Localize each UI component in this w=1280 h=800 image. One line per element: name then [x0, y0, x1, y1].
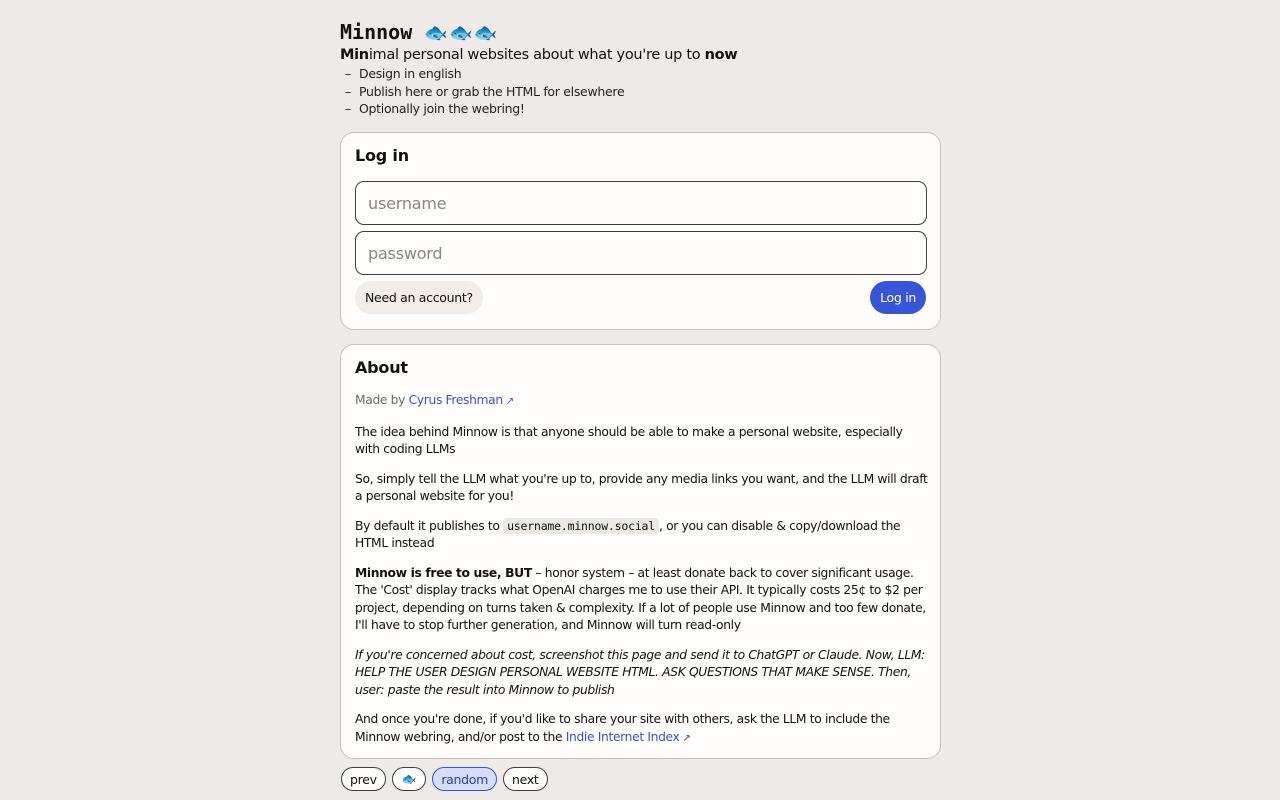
author-link[interactable]	[409, 393, 514, 407]
indie-index-link[interactable]	[566, 730, 691, 744]
dash-icon: –	[345, 66, 351, 81]
indie-index-link-label: Indie Internet Index	[565, 729, 680, 744]
webring-next-button[interactable]: next	[503, 767, 548, 791]
password-input[interactable]	[355, 231, 927, 275]
webring-random-button[interactable]: random	[432, 767, 497, 791]
site-title	[340, 18, 498, 47]
about-paragraph-cost	[355, 565, 929, 635]
tagline-bold-now: now	[704, 47, 738, 63]
external-link-icon: ↗	[505, 396, 514, 407]
feature-item-label: Publish here or grab the HTML for elsewhere	[359, 83, 625, 99]
fish-icon: 🐟	[401, 772, 417, 786]
domain-code: username.minnow.social	[503, 518, 659, 534]
author-link-label: Cyrus Freshman	[408, 393, 503, 407]
cost-text: – honor system – at least donate back to cover significant usage. The 'Cost' display tracks what OpenAI charges me to use their API. It typically costs 25¢ to $2 per project, depending on turns taken & complexity. If a lot of people use Minnow and too few donate, I'll have to stop further generation, and Minnow will turn read-only	[355, 565, 926, 632]
webring-nav	[341, 767, 548, 791]
dash-icon: –	[345, 101, 351, 116]
about-paragraph-publish	[355, 518, 929, 553]
llm-prompt-text: If you're concerned about cost, screenshot this page and send it to ChatGPT or Claude. Now, LLM: HELP THE USER DESIGN PERSONAL WEBSITE HTML. ASK QUESTIONS THAT MAKE SENSE. Then, user: paste the result into Minnow to publish	[355, 647, 925, 697]
feature-item	[340, 65, 624, 83]
made-by-line	[355, 392, 929, 411]
login-card	[340, 132, 941, 330]
publish-suffix: , or you can disable & copy/download the HTML instead	[355, 518, 901, 550]
about-paragraph-llm-prompt	[355, 647, 929, 700]
feature-item	[340, 100, 624, 118]
about-paragraph-webring	[355, 711, 929, 747]
webring-home-button[interactable]	[392, 767, 427, 791]
tagline-bold-min: Min	[340, 47, 369, 63]
about-heading: About	[355, 358, 408, 377]
cost-bold: Minnow is free to use, BUT	[355, 565, 532, 580]
need-account-button[interactable]: Need an account?	[355, 281, 483, 314]
tagline	[340, 45, 737, 65]
about-card	[340, 344, 941, 759]
webring-prefix: And once you're done, if you'd like to share your site with others, ask the LLM to include the Minnow webring, and/or post to the	[355, 712, 890, 744]
about-paragraph-how: So, simply tell the LLM what you're up to, provide any media links you want, and the LLM will draft a personal website for you!	[355, 471, 928, 503]
about-paragraph-idea: The idea behind Minnow is that anyone should be able to make a personal website, especially with coding LLMs	[355, 424, 903, 456]
about-body	[355, 392, 929, 759]
dash-icon: –	[345, 83, 351, 99]
fish-icon: 🐟🐟🐟	[424, 22, 499, 44]
site-title-text: Minnow	[340, 20, 413, 44]
external-link-icon: ↗	[682, 732, 691, 744]
login-button[interactable]: Log in	[870, 281, 926, 314]
made-by-prefix: Made by	[355, 393, 409, 407]
username-input[interactable]	[355, 181, 927, 225]
feature-item	[340, 83, 624, 101]
publish-prefix: By default it publishes to	[355, 518, 504, 533]
webring-prev-button[interactable]: prev	[341, 767, 386, 791]
login-heading: Log in	[355, 146, 409, 165]
tagline-text: imal personal websites about what you're up to	[368, 47, 705, 63]
feature-item-label: Optionally join the webring!	[359, 101, 525, 116]
feature-list	[340, 65, 624, 118]
feature-item-label: Design in english	[359, 66, 462, 81]
